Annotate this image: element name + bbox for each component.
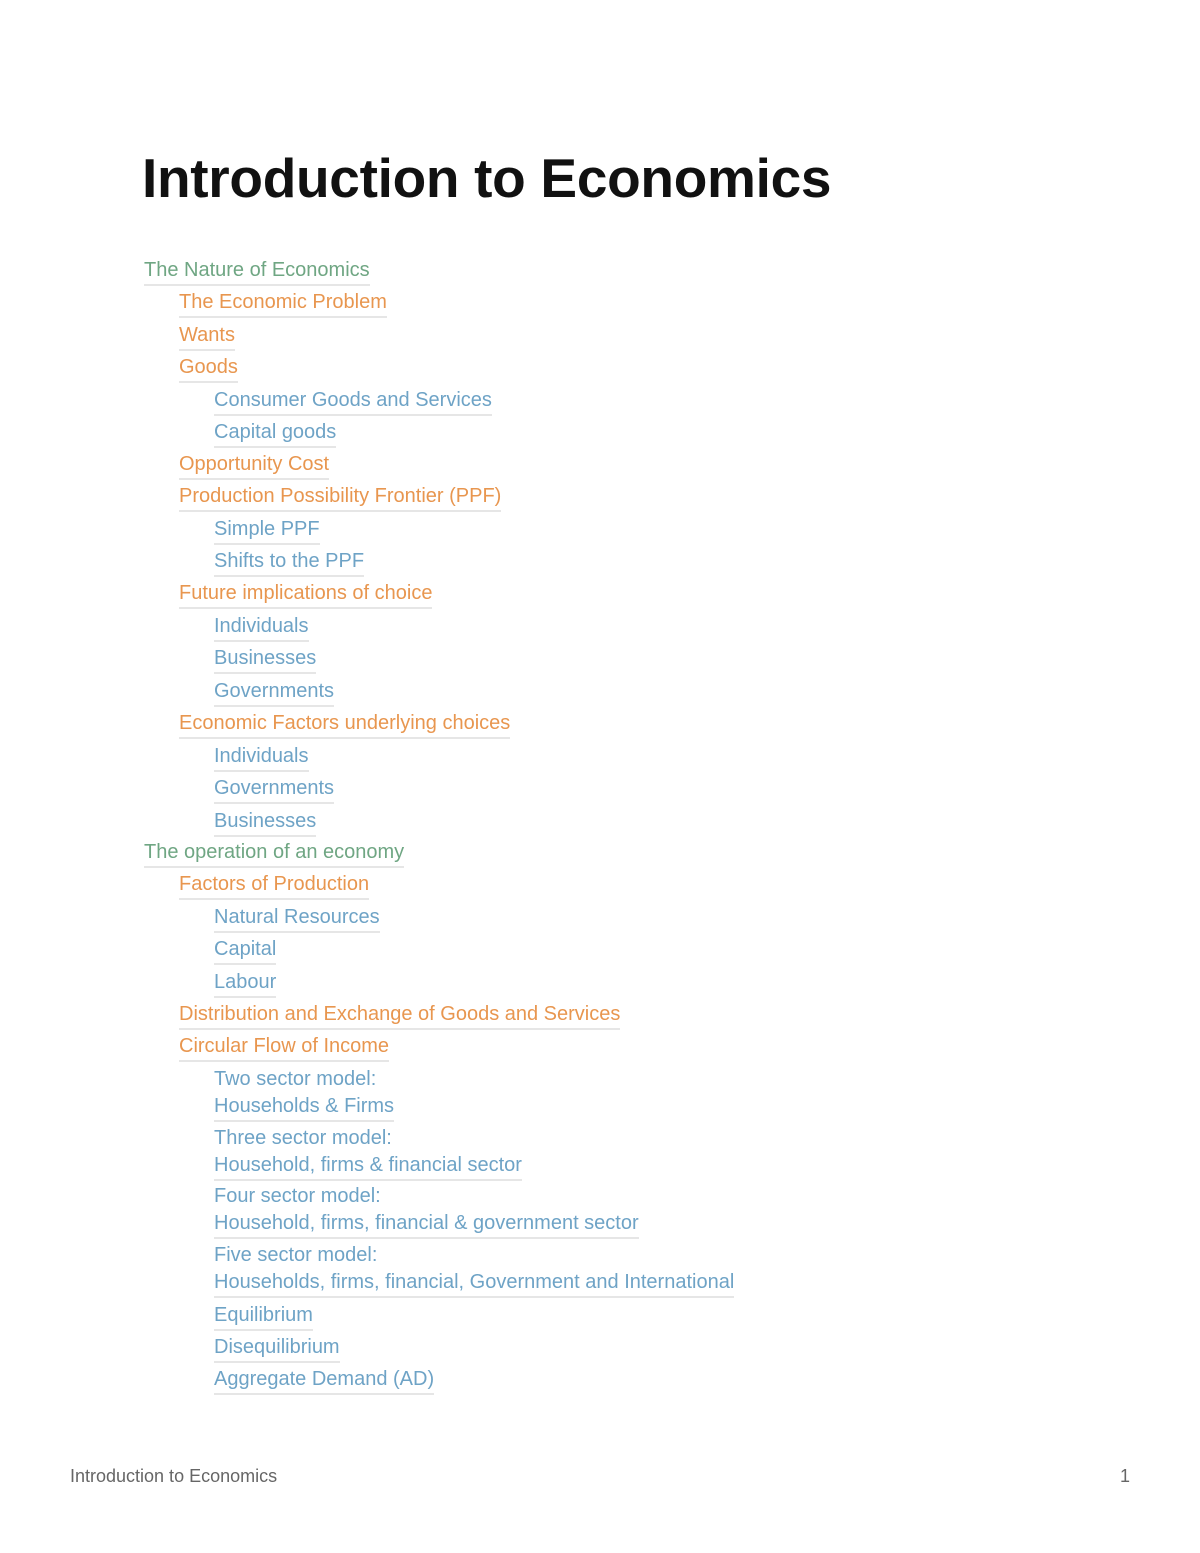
toc-item-label: Five sector model: — [214, 1244, 378, 1266]
toc-item-level-3[interactable] — [214, 1067, 394, 1122]
toc-item-label: Four sector model: — [214, 1185, 381, 1207]
toc-item-label: Wants — [179, 324, 235, 346]
toc-item-label: Economic Factors underlying choices — [179, 712, 511, 734]
toc-item-level-2[interactable] — [179, 872, 369, 900]
toc-item-level-2[interactable] — [179, 581, 432, 609]
toc-item-label: Production Possibility Frontier (PPF) — [179, 485, 502, 507]
footer-title: Introduction to Economics — [70, 1466, 278, 1486]
toc-item-label: Governments — [214, 777, 335, 799]
toc-item-label: Distribution and Exchange of Goods and Services — [179, 1003, 621, 1025]
toc-item-level-3[interactable] — [214, 1335, 340, 1363]
toc-item-label: Households, firms, financial, Government and International — [214, 1271, 735, 1293]
toc-item-label: The Nature of Economics — [144, 259, 370, 281]
toc-item-label: Businesses — [214, 647, 317, 669]
toc-item-level-2[interactable] — [179, 323, 235, 351]
toc-item-level-2[interactable] — [179, 452, 329, 480]
toc-item-level-2[interactable] — [179, 355, 238, 383]
toc-item-level-3[interactable] — [214, 646, 316, 674]
toc-item-level-2[interactable] — [179, 484, 501, 512]
toc-item-label: Three sector model: — [214, 1127, 392, 1149]
toc-item-level-3[interactable] — [214, 776, 334, 804]
toc-item-label: Two sector model: — [214, 1068, 377, 1090]
toc-item-level-3[interactable] — [214, 1243, 734, 1298]
toc-item-level-2[interactable] — [179, 1034, 389, 1062]
toc-item-label: Disequilibrium — [214, 1336, 340, 1358]
toc-item-level-2[interactable] — [179, 1002, 620, 1030]
toc-item-label: Natural Resources — [214, 906, 380, 928]
toc-item-level-3[interactable] — [214, 937, 276, 965]
toc-item-label: Circular Flow of Income — [179, 1035, 390, 1057]
toc-item-level-3[interactable] — [214, 388, 492, 416]
toc-item-level-3[interactable] — [214, 809, 316, 837]
toc-item-label: Future implications of choice — [179, 582, 433, 604]
toc-item-level-3[interactable] — [214, 1367, 434, 1395]
toc-item-level-2[interactable] — [179, 711, 510, 739]
toc-item-label: Individuals — [214, 615, 309, 637]
toc-item-level-3[interactable] — [214, 679, 334, 707]
toc-item-label: Individuals — [214, 745, 309, 767]
toc-item-label: The Economic Problem — [179, 291, 387, 313]
toc-item-level-3[interactable] — [214, 970, 276, 998]
toc-item-level-3[interactable] — [214, 905, 380, 933]
toc-item-level-3[interactable] — [214, 1303, 313, 1331]
toc-item-level-1[interactable] — [144, 840, 404, 868]
toc-item-label: Goods — [179, 356, 238, 378]
toc-item-level-3[interactable] — [214, 549, 364, 577]
toc-item-level-3[interactable] — [214, 517, 320, 545]
toc-item-label: Capital — [214, 938, 277, 960]
toc-item-level-3[interactable] — [214, 1184, 639, 1239]
toc-item-label: Governments — [214, 680, 335, 702]
toc-item-label: Opportunity Cost — [179, 453, 330, 475]
toc-item-label: Households & Firms — [214, 1095, 395, 1117]
toc-item-label: Simple PPF — [214, 518, 320, 540]
toc-item-label: Consumer Goods and Services — [214, 389, 492, 411]
toc-item-level-3[interactable] — [214, 1126, 522, 1181]
toc-item-label: Household, firms & financial sector — [214, 1154, 522, 1176]
toc-item-label: Household, firms, financial & government sector — [214, 1212, 639, 1234]
toc-item-label: Capital goods — [214, 421, 337, 443]
toc-item-label: Shifts to the PPF — [214, 550, 365, 572]
toc-item-label: Factors of Production — [179, 873, 370, 895]
toc-item-level-1[interactable] — [144, 258, 370, 286]
toc-item-label: Equilibrium — [214, 1304, 313, 1326]
toc-item-label: Businesses — [214, 810, 317, 832]
toc-item-level-3[interactable] — [214, 420, 336, 448]
toc-item-level-3[interactable] — [214, 614, 309, 642]
toc-item-label: Labour — [214, 971, 277, 993]
toc-item-level-3[interactable] — [214, 744, 309, 772]
page-number: 1 — [1119, 1466, 1130, 1486]
toc-item-label: The operation of an economy — [144, 841, 405, 863]
toc-item-level-2[interactable] — [179, 290, 387, 318]
toc-item-label: Aggregate Demand (AD) — [214, 1368, 435, 1390]
page-title: Introduction to Economics — [142, 147, 832, 209]
